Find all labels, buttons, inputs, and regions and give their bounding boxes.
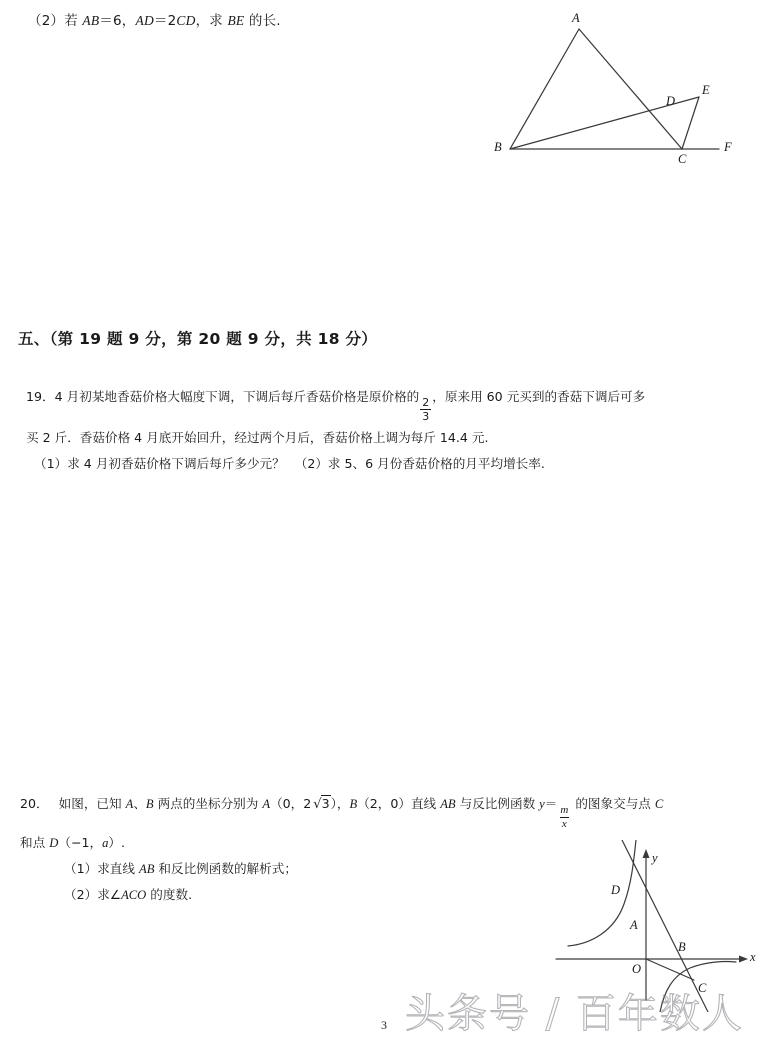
question-20-part-1-b: 和反比例函数的解析式； xyxy=(154,861,297,877)
fraction-denominator: 3 xyxy=(422,410,430,424)
question-19-part-1: （1）求 4 月初香菇价格下调后每斤多少元？ xyxy=(34,456,285,472)
equation-equals: ＝ xyxy=(544,796,558,811)
triangle-label-a: A xyxy=(572,11,580,25)
question-2-text xyxy=(28,14,281,29)
graph-label-b: B xyxy=(678,940,686,954)
q2-mid: ，求 xyxy=(195,13,228,29)
question-20-point-b-name: B xyxy=(145,797,154,811)
coordinate-graph-svg xyxy=(548,840,768,1012)
question-20-text-f: 和点 xyxy=(20,835,50,851)
graph-label-o: O xyxy=(632,962,642,976)
question-20-coord-d: （−1， xyxy=(58,835,103,851)
q2-be-label: BE xyxy=(227,13,245,28)
q2-eq2: ＝2 xyxy=(153,13,177,29)
question-19-text-a: 4 月初某地香菇价格大幅度下调，下调后每斤香菇价格是原价格的 xyxy=(54,389,420,404)
q2-ad-label: AD xyxy=(135,13,154,28)
question-20-text-d: 与反比例函数 xyxy=(455,796,540,811)
triangle-figure xyxy=(484,4,768,174)
question-20-text-e: 的图象交与点 xyxy=(571,796,655,811)
question-20-line-ab: AB xyxy=(440,797,456,811)
triangle-label-c: C xyxy=(678,152,687,166)
question-20-point-a-label: A xyxy=(262,797,271,811)
question-20-text-c: 两点的坐标分别为 xyxy=(153,796,263,811)
watermark-text: 头条号 / 百年数人 xyxy=(405,991,744,1037)
triangle-label-f: F xyxy=(724,140,732,154)
radical-symbol: √ xyxy=(313,797,322,812)
q2-prefix: （2）若 xyxy=(28,13,83,29)
triangle-label-b: B xyxy=(494,140,502,154)
equation-y: y xyxy=(539,797,545,811)
sqrt-three xyxy=(311,791,330,818)
question-20-part-2-a: （2）求∠ xyxy=(64,887,122,903)
triangle-label-e: E xyxy=(702,83,710,97)
segment-ce xyxy=(682,97,699,149)
question-20-part-1-a: （1）求直线 xyxy=(64,861,139,877)
q2-ab-label: AB xyxy=(82,13,100,28)
graph-label-y: y xyxy=(652,851,658,865)
question-20-point-d-label: D xyxy=(49,836,59,851)
coordinate-graph-figure xyxy=(548,840,768,1012)
question-20-point-a-name: A xyxy=(125,797,134,811)
segment-ab xyxy=(510,29,579,149)
segment-ac xyxy=(579,29,682,149)
q2-cd-label: CD xyxy=(176,13,196,28)
graph-label-c: C xyxy=(698,981,707,995)
question-20-coord-a-open: （0，2 xyxy=(270,796,312,811)
question-19-part-2: （2）求 5、6 月份香菇价格的月平均增长率. xyxy=(294,456,545,472)
question-20-text-b: 、 xyxy=(133,796,146,811)
fraction-numerator-m: m xyxy=(560,804,569,817)
question-20-line-1 xyxy=(20,791,744,830)
question-19 xyxy=(26,381,744,475)
fraction-numerator: 2 xyxy=(422,396,430,410)
y-axis-arrow xyxy=(643,849,650,858)
graph-label-x: x xyxy=(750,950,756,964)
hyperbola-branch-upper-left xyxy=(568,840,636,946)
question-20-number: 20． xyxy=(20,796,49,811)
question-20-part-2-b: 的度数. xyxy=(146,887,193,903)
x-axis-arrow xyxy=(739,956,748,963)
graph-label-a: A xyxy=(630,918,638,932)
question-20-coord-a-close: ）， xyxy=(330,796,350,811)
question-20-coord-d-a: a xyxy=(102,836,109,851)
question-20-part-1-ab: AB xyxy=(139,862,155,877)
question-20-text-a: 如图，已知 xyxy=(58,796,126,811)
question-19-line-2: 买 2 斤．香菇价格 4 月底开始回升，经过两个月后，香菇价格上调为每斤 14.4 元. xyxy=(26,430,489,446)
page-number: 3 xyxy=(381,1018,387,1032)
fraction-m-over-x xyxy=(558,805,570,830)
q2-suffix: 的长. xyxy=(244,13,281,29)
question-19-line-1 xyxy=(26,381,744,422)
radical-radicand: 3 xyxy=(321,796,330,811)
question-20-coord-b: （2，0）直线 xyxy=(357,796,441,811)
question-20-coord-d-close: ）. xyxy=(108,835,125,851)
fraction-two-thirds xyxy=(420,397,431,422)
question-19-parts xyxy=(26,453,744,475)
question-19-text-b: ，原来用 60 元买到的香菇下调后可多 xyxy=(432,389,646,404)
question-20-point-b-label: B xyxy=(349,797,358,811)
section-heading: 五、（第 19 题 9 分，第 20 题 9 分，共 18 分） xyxy=(18,330,378,348)
triangle-label-d: D xyxy=(666,94,676,108)
question-19-number: 19． xyxy=(26,389,55,404)
question-20-part-2-angle: ACO xyxy=(121,888,147,903)
q2-eq1: ＝6， xyxy=(99,13,136,29)
fraction-denominator-x: x xyxy=(561,818,567,831)
graph-label-d: D xyxy=(611,883,621,897)
question-20-point-c-label: C xyxy=(654,797,664,811)
